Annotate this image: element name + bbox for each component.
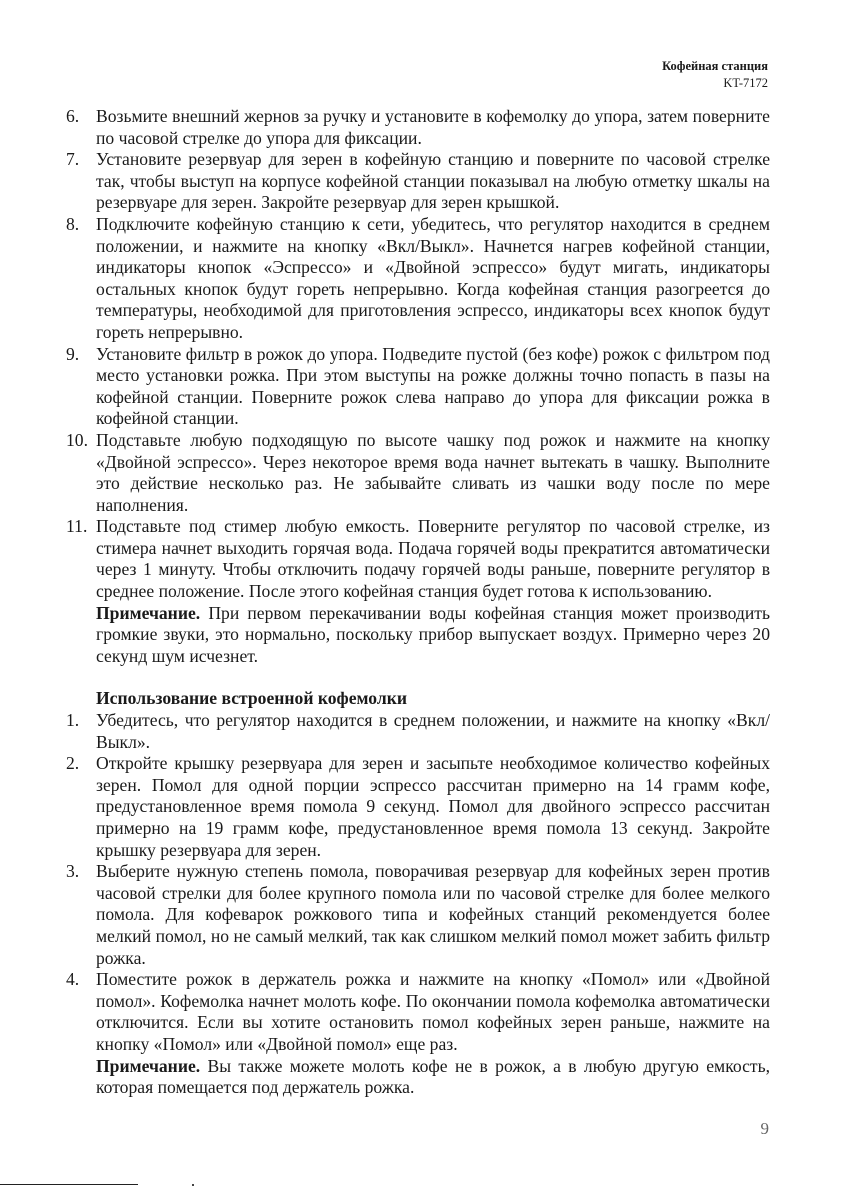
note-text: Вы также можете молоть кофе не в рожок, а в любую другую емкость, которая помещается под держатель рожка. xyxy=(96,1055,770,1098)
step-text: Возьмите внешний жернов за ручку и установите в кофемолку до упора, затем поверните по часовой стрелке до упора для фиксации. xyxy=(96,106,770,148)
step-text: Подставьте под стимер любую емкость. Поверните регулятор по часовой стрелке, из стимера начнет выходить горячая вода. Подача горячей воды прекратится автоматически через 1 минуту. Чтобы отключить подачу горячей воды раньше, поверните регулятор в среднее положение. После этого кофейная станция будет готова к использованию. xyxy=(96,516,770,602)
step-number: 1. xyxy=(66,710,80,731)
page-header xyxy=(662,58,768,92)
section-title: Использование встроенной кофемолки xyxy=(96,688,408,709)
footer-mark xyxy=(192,1184,194,1186)
page-content xyxy=(66,106,770,1099)
step-number: 10. xyxy=(66,429,88,450)
step-text: Установите фильтр в рожок до упора. Подведите пустой (без кофе) рожок с фильтром под место установки рожка. При этом выступы на рожке должны точно попасть в пазы на кофейной станции. Поверните рожок слева направо до упора для фиксации рожка в кофейной станции. xyxy=(96,343,770,429)
step-number: 7. xyxy=(66,149,80,170)
note-text: При первом перекачивании воды кофейная станция может производить громкие звуки, это нормально, поскольку прибор выпускает воздух. Примерно через 20 секунд шум исчезнет. xyxy=(96,602,770,666)
step-text: Поместите рожок в держатель рожка и нажмите на кнопку «Помол» или «Двойной помол». Кофемолка начнет молоть кофе. По окончании помола кофемолка автоматически отключится. Если вы хотите остановить помол кофейных зерен раньше, нажмите на кнопку «Помол» или «Двойной помол» еще раз. xyxy=(96,969,770,1054)
note-grind-container xyxy=(66,1056,770,1099)
step-number: 6. xyxy=(66,106,80,126)
list-item xyxy=(66,710,770,753)
steps-list-grinder xyxy=(66,710,770,1056)
note-label: Примечание. xyxy=(96,1055,201,1076)
list-item xyxy=(66,430,770,516)
note-label: Примечание. xyxy=(96,602,201,623)
step-text: Откройте крышку резервуара для зерен и засыпьте необходимое количество кофейных зерен. Помол для одной порции эспрессо рассчитан примерно на 14 грамм кофе, предустановленное время помола 9 секунд. Помол для двойного эспрессо рассчитан примерно на 19 грамм кофе, предустановленное время помола 13 секунд. Закройте крышку резервуара для зерен. xyxy=(96,753,770,860)
step-text: Подключите кофейную станцию к сети, убедитесь, что регулятор находится в среднем положении, и нажмите на кнопку «Вкл/Выкл». Начнется нагрев кофейной станции, индикаторы кнопок «Эспрессо» и «Двойной эспрессо» будут мигать, индикаторы остальных кнопок будут гореть непрерывно. Когда кофейная станция разогреется до температуры, необходимой для приготовления эспрессо, индикаторы всех кнопок будут гореть непрерывно. xyxy=(96,213,770,342)
step-number: 2. xyxy=(66,753,80,774)
step-text: Убедитесь, что регулятор находится в среднем положении, и нажмите на кнопку «Вкл/Выкл». xyxy=(96,710,770,752)
header-model: KT-7172 xyxy=(723,76,768,90)
step-number: 11. xyxy=(66,516,88,537)
list-item xyxy=(66,344,770,430)
step-text: Подставьте любую подходящую по высоте чашку под рожок и нажмите на кнопку «Двойной эспрессо». Через некоторое время вода начнет вытекать в чашку. Выполните это действие несколько раз. Не забывайте сливать из чашки воду после по мере наполнения. xyxy=(96,429,770,515)
list-item xyxy=(66,214,770,344)
list-item xyxy=(66,753,770,861)
list-item xyxy=(66,106,770,149)
step-number: 9. xyxy=(66,343,80,364)
step-number: 3. xyxy=(66,861,80,882)
steps-list-setup xyxy=(66,106,770,603)
step-number: 4. xyxy=(66,969,80,990)
step-number: 8. xyxy=(66,213,80,234)
note-first-pump xyxy=(66,603,770,668)
list-item xyxy=(66,861,770,969)
list-item xyxy=(66,969,770,1055)
header-brand: Кофейная станция xyxy=(662,59,768,73)
list-item xyxy=(66,516,770,602)
step-text: Выберите нужную степень помола, поворачивая резервуар для кофейных зерен против часовой стрелки для более крупного помола или по часовой стрелке для более мелкого помола. Для кофеварок рожкового типа и кофейных станций рекомендуется более мелкий помол, но не самый мелкий, так как слишком мелкий помол может забить фильтр рожка. xyxy=(96,861,770,968)
footer-rule xyxy=(0,1184,138,1185)
list-item xyxy=(66,149,770,214)
step-text: Установите резервуар для зерен в кофейную станцию и поверните по часовой стрелке так, чтобы выступ на корпусе кофейной станции показывал на любую отметку шкалы на резервуаре для зерен. Закройте резервуар для зерен крышкой. xyxy=(96,149,770,213)
page-number: 9 xyxy=(760,1119,769,1138)
